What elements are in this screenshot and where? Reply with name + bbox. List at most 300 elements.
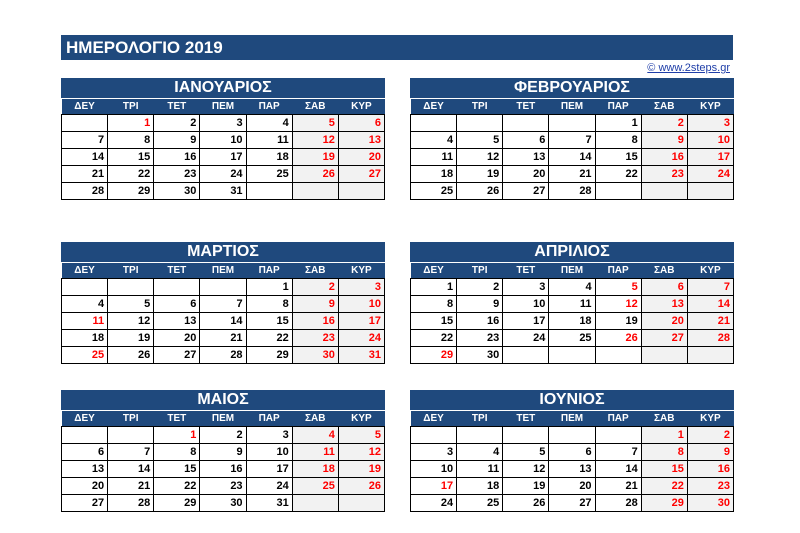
- day-cell: 6: [549, 444, 595, 461]
- day-cell: 14: [549, 149, 595, 166]
- day-cell: 7: [200, 296, 246, 313]
- month-name: ΙΑΝΟΥΑΡΙΟΣ: [61, 78, 385, 98]
- weekday-header: ΣΑΒ: [641, 411, 687, 427]
- day-cell: [549, 115, 595, 132]
- day-cell: 4: [549, 279, 595, 296]
- day-cell: 29: [641, 495, 687, 512]
- day-cell: 16: [292, 313, 338, 330]
- week-row: [62, 279, 385, 296]
- day-cell: 25: [411, 183, 457, 200]
- day-cell: 21: [687, 313, 733, 330]
- day-cell: 14: [108, 461, 154, 478]
- day-cell: 12: [292, 132, 338, 149]
- day-cell: 24: [411, 495, 457, 512]
- day-cell: 16: [154, 149, 200, 166]
- day-cell: 4: [411, 132, 457, 149]
- day-cell: 17: [503, 313, 549, 330]
- day-cell: [687, 183, 733, 200]
- day-cell: 20: [641, 313, 687, 330]
- day-cell: 25: [246, 166, 292, 183]
- day-cell: [457, 427, 503, 444]
- day-cell: 2: [641, 115, 687, 132]
- weekday-header: ΤΡΙ: [457, 263, 503, 279]
- week-row: [411, 347, 734, 364]
- weekday-header: ΚΥΡ: [338, 411, 384, 427]
- day-cell: 11: [457, 461, 503, 478]
- day-cell: 24: [338, 330, 384, 347]
- day-cell: [62, 115, 108, 132]
- day-cell: [338, 183, 384, 200]
- weekday-header: ΠΕΜ: [549, 263, 595, 279]
- day-cell: 3: [246, 427, 292, 444]
- day-cell: 24: [246, 478, 292, 495]
- weekday-header: ΠΑΡ: [595, 411, 641, 427]
- day-cell: 10: [687, 132, 733, 149]
- month-calendar: [61, 78, 385, 200]
- day-cell: 21: [200, 330, 246, 347]
- day-cell: 17: [246, 461, 292, 478]
- day-cell: 16: [200, 461, 246, 478]
- day-cell: 21: [549, 166, 595, 183]
- week-row: [62, 296, 385, 313]
- day-cell: 7: [62, 132, 108, 149]
- weekday-header: ΔΕΥ: [411, 411, 457, 427]
- day-cell: 9: [457, 296, 503, 313]
- day-cell: 8: [641, 444, 687, 461]
- day-cell: 25: [292, 478, 338, 495]
- day-cell: 19: [457, 166, 503, 183]
- day-cell: [154, 279, 200, 296]
- week-row: [62, 166, 385, 183]
- day-cell: 2: [292, 279, 338, 296]
- day-cell: 29: [108, 183, 154, 200]
- day-cell: 18: [292, 461, 338, 478]
- day-cell: 3: [687, 115, 733, 132]
- week-row: [62, 132, 385, 149]
- day-cell: 11: [62, 313, 108, 330]
- day-cell: [411, 115, 457, 132]
- day-cell: 28: [549, 183, 595, 200]
- day-cell: 3: [200, 115, 246, 132]
- week-row: [411, 461, 734, 478]
- day-cell: 27: [62, 495, 108, 512]
- day-cell: [641, 183, 687, 200]
- day-cell: 9: [292, 296, 338, 313]
- day-cell: [338, 495, 384, 512]
- day-cell: 8: [411, 296, 457, 313]
- week-row: [62, 478, 385, 495]
- day-cell: 8: [108, 132, 154, 149]
- weekday-header: ΠΕΜ: [549, 99, 595, 115]
- day-cell: 22: [154, 478, 200, 495]
- day-cell: 3: [411, 444, 457, 461]
- day-cell: [595, 347, 641, 364]
- weekday-header: ΠΕΜ: [200, 99, 246, 115]
- day-cell: 1: [595, 115, 641, 132]
- day-cell: 24: [200, 166, 246, 183]
- day-cell: 13: [338, 132, 384, 149]
- weekday-header: ΤΕΤ: [154, 263, 200, 279]
- day-cell: 22: [108, 166, 154, 183]
- day-cell: 12: [503, 461, 549, 478]
- day-cell: 26: [108, 347, 154, 364]
- day-cell: 15: [246, 313, 292, 330]
- day-cell: 19: [503, 478, 549, 495]
- week-row: [411, 495, 734, 512]
- day-cell: 23: [641, 166, 687, 183]
- day-cell: 14: [687, 296, 733, 313]
- month-name: ΑΠΡΙΛΙΟΣ: [410, 242, 734, 262]
- day-cell: 4: [246, 115, 292, 132]
- day-cell: 8: [595, 132, 641, 149]
- day-cell: 1: [154, 427, 200, 444]
- day-cell: 18: [549, 313, 595, 330]
- day-cell: 4: [62, 296, 108, 313]
- day-cell: 6: [62, 444, 108, 461]
- week-row: [411, 330, 734, 347]
- day-cell: 19: [108, 330, 154, 347]
- day-cell: 26: [595, 330, 641, 347]
- month-table: [410, 98, 734, 200]
- month-table: [61, 410, 385, 512]
- week-row: [411, 313, 734, 330]
- day-cell: 4: [292, 427, 338, 444]
- day-cell: 6: [503, 132, 549, 149]
- weekday-header: ΠΕΜ: [200, 263, 246, 279]
- month-table: [61, 262, 385, 364]
- day-cell: 9: [200, 444, 246, 461]
- day-cell: 1: [411, 279, 457, 296]
- day-cell: 19: [292, 149, 338, 166]
- day-cell: 7: [549, 132, 595, 149]
- weekday-header: ΠΑΡ: [246, 99, 292, 115]
- day-cell: 16: [641, 149, 687, 166]
- day-cell: 9: [641, 132, 687, 149]
- day-cell: 13: [62, 461, 108, 478]
- day-cell: 23: [200, 478, 246, 495]
- weekday-header: ΤΡΙ: [108, 263, 154, 279]
- weekday-header: ΠΑΡ: [595, 263, 641, 279]
- day-cell: 5: [595, 279, 641, 296]
- day-cell: 11: [246, 132, 292, 149]
- weekday-header: ΔΕΥ: [62, 411, 108, 427]
- day-cell: 3: [338, 279, 384, 296]
- day-cell: 17: [687, 149, 733, 166]
- weekday-header: ΚΥΡ: [687, 99, 733, 115]
- day-cell: 28: [687, 330, 733, 347]
- week-row: [411, 115, 734, 132]
- day-cell: 26: [457, 183, 503, 200]
- weekday-header: ΠΑΡ: [246, 411, 292, 427]
- day-cell: 29: [411, 347, 457, 364]
- weekday-header: ΠΕΜ: [200, 411, 246, 427]
- day-cell: 5: [503, 444, 549, 461]
- day-cell: 28: [108, 495, 154, 512]
- day-cell: 15: [641, 461, 687, 478]
- day-cell: 10: [503, 296, 549, 313]
- day-cell: [503, 115, 549, 132]
- day-cell: 7: [687, 279, 733, 296]
- day-cell: [549, 427, 595, 444]
- day-cell: [292, 183, 338, 200]
- month-name: ΜΑΙΟΣ: [61, 390, 385, 410]
- day-cell: [200, 279, 246, 296]
- day-cell: 31: [338, 347, 384, 364]
- day-cell: 1: [246, 279, 292, 296]
- weekday-header: ΔΕΥ: [411, 99, 457, 115]
- day-cell: 16: [687, 461, 733, 478]
- week-row: [411, 478, 734, 495]
- day-cell: 11: [549, 296, 595, 313]
- day-cell: 6: [641, 279, 687, 296]
- day-cell: 5: [108, 296, 154, 313]
- weekday-header: ΤΡΙ: [457, 411, 503, 427]
- day-cell: 21: [62, 166, 108, 183]
- month-calendar: [61, 242, 385, 364]
- day-cell: 29: [154, 495, 200, 512]
- day-cell: 14: [595, 461, 641, 478]
- week-row: [411, 166, 734, 183]
- day-cell: 2: [457, 279, 503, 296]
- day-cell: 12: [595, 296, 641, 313]
- month-calendar: [410, 390, 734, 512]
- day-cell: [108, 279, 154, 296]
- month-calendar: [61, 390, 385, 512]
- day-cell: 22: [641, 478, 687, 495]
- month-name: ΙΟΥΝΙΟΣ: [410, 390, 734, 410]
- day-cell: [595, 427, 641, 444]
- week-row: [411, 183, 734, 200]
- weekday-header: ΠΕΜ: [549, 411, 595, 427]
- day-cell: 30: [457, 347, 503, 364]
- weekday-header: ΣΑΒ: [641, 99, 687, 115]
- day-cell: 24: [503, 330, 549, 347]
- day-cell: 2: [154, 115, 200, 132]
- weekday-header: ΚΥΡ: [687, 411, 733, 427]
- weekday-header: ΚΥΡ: [338, 263, 384, 279]
- day-cell: 20: [62, 478, 108, 495]
- day-cell: 17: [338, 313, 384, 330]
- day-cell: 23: [292, 330, 338, 347]
- day-cell: 27: [503, 183, 549, 200]
- weekday-header: ΤΕΤ: [503, 263, 549, 279]
- weekday-header: ΤΕΤ: [154, 99, 200, 115]
- day-cell: 22: [411, 330, 457, 347]
- day-cell: 2: [687, 427, 733, 444]
- day-cell: 6: [338, 115, 384, 132]
- weekday-header: ΠΑΡ: [246, 263, 292, 279]
- weekday-header: ΣΑΒ: [292, 99, 338, 115]
- week-row: [62, 444, 385, 461]
- day-cell: 14: [200, 313, 246, 330]
- day-cell: 2: [200, 427, 246, 444]
- week-row: [411, 296, 734, 313]
- day-cell: 13: [549, 461, 595, 478]
- day-cell: [641, 347, 687, 364]
- weekday-header: ΔΕΥ: [62, 263, 108, 279]
- week-row: [62, 330, 385, 347]
- page-title: ΗΜΕΡΟΛΟΓΙΟ 2019: [61, 35, 733, 60]
- weekday-header: ΣΑΒ: [292, 411, 338, 427]
- weekday-header: ΤΡΙ: [457, 99, 503, 115]
- weekday-header: ΤΕΤ: [154, 411, 200, 427]
- month-calendar: [410, 78, 734, 200]
- month-table: [410, 262, 734, 364]
- day-cell: 27: [641, 330, 687, 347]
- day-cell: 23: [154, 166, 200, 183]
- day-cell: 17: [200, 149, 246, 166]
- day-cell: 10: [200, 132, 246, 149]
- copyright-link[interactable]: © www.2steps.gr: [647, 62, 730, 74]
- day-cell: [411, 427, 457, 444]
- weekday-header: ΚΥΡ: [687, 263, 733, 279]
- day-cell: 25: [62, 347, 108, 364]
- weekday-header: ΤΡΙ: [108, 411, 154, 427]
- week-row: [411, 444, 734, 461]
- day-cell: 11: [292, 444, 338, 461]
- day-cell: 27: [549, 495, 595, 512]
- day-cell: 7: [108, 444, 154, 461]
- day-cell: 10: [338, 296, 384, 313]
- weekday-header: ΣΑΒ: [292, 263, 338, 279]
- weekday-header: ΠΑΡ: [595, 99, 641, 115]
- day-cell: 20: [503, 166, 549, 183]
- day-cell: 7: [595, 444, 641, 461]
- week-row: [62, 461, 385, 478]
- day-cell: [457, 115, 503, 132]
- day-cell: 15: [108, 149, 154, 166]
- day-cell: 5: [292, 115, 338, 132]
- month-calendar: [410, 242, 734, 364]
- day-cell: 24: [687, 166, 733, 183]
- day-cell: 27: [154, 347, 200, 364]
- week-row: [62, 115, 385, 132]
- weekday-header: ΤΡΙ: [108, 99, 154, 115]
- weekday-header: ΤΕΤ: [503, 411, 549, 427]
- day-cell: [503, 427, 549, 444]
- week-row: [411, 427, 734, 444]
- day-cell: 26: [292, 166, 338, 183]
- day-cell: 26: [338, 478, 384, 495]
- day-cell: 25: [457, 495, 503, 512]
- week-row: [62, 183, 385, 200]
- weekday-header: ΔΕΥ: [62, 99, 108, 115]
- day-cell: 30: [154, 183, 200, 200]
- day-cell: 20: [154, 330, 200, 347]
- day-cell: 16: [457, 313, 503, 330]
- day-cell: 13: [641, 296, 687, 313]
- day-cell: 12: [457, 149, 503, 166]
- day-cell: 23: [687, 478, 733, 495]
- day-cell: 18: [246, 149, 292, 166]
- day-cell: 31: [200, 183, 246, 200]
- week-row: [62, 149, 385, 166]
- day-cell: 14: [62, 149, 108, 166]
- day-cell: 28: [200, 347, 246, 364]
- week-row: [62, 313, 385, 330]
- day-cell: 20: [338, 149, 384, 166]
- day-cell: 23: [457, 330, 503, 347]
- day-cell: 20: [549, 478, 595, 495]
- day-cell: 13: [503, 149, 549, 166]
- day-cell: 8: [246, 296, 292, 313]
- day-cell: 18: [62, 330, 108, 347]
- week-row: [411, 132, 734, 149]
- day-cell: 12: [108, 313, 154, 330]
- day-cell: 28: [595, 495, 641, 512]
- weekday-header: ΤΕΤ: [503, 99, 549, 115]
- day-cell: 25: [549, 330, 595, 347]
- day-cell: 19: [595, 313, 641, 330]
- day-cell: 30: [292, 347, 338, 364]
- month-name: ΜΑΡΤΙΟΣ: [61, 242, 385, 262]
- day-cell: 5: [457, 132, 503, 149]
- day-cell: 13: [154, 313, 200, 330]
- day-cell: [687, 347, 733, 364]
- month-name: ΦΕΒΡΟΥΑΡΙΟΣ: [410, 78, 734, 98]
- day-cell: 3: [503, 279, 549, 296]
- day-cell: 6: [154, 296, 200, 313]
- day-cell: [595, 183, 641, 200]
- week-row: [62, 427, 385, 444]
- day-cell: [62, 427, 108, 444]
- weekday-header: ΚΥΡ: [338, 99, 384, 115]
- day-cell: 22: [595, 166, 641, 183]
- day-cell: 27: [338, 166, 384, 183]
- day-cell: 21: [595, 478, 641, 495]
- day-cell: 18: [457, 478, 503, 495]
- day-cell: 15: [595, 149, 641, 166]
- month-table: [410, 410, 734, 512]
- day-cell: 30: [200, 495, 246, 512]
- day-cell: 10: [411, 461, 457, 478]
- day-cell: 15: [411, 313, 457, 330]
- weekday-header: ΣΑΒ: [641, 263, 687, 279]
- day-cell: 19: [338, 461, 384, 478]
- month-table: [61, 98, 385, 200]
- day-cell: 26: [503, 495, 549, 512]
- day-cell: 29: [246, 347, 292, 364]
- day-cell: 15: [154, 461, 200, 478]
- weekday-header: ΔΕΥ: [411, 263, 457, 279]
- day-cell: 28: [62, 183, 108, 200]
- day-cell: 9: [154, 132, 200, 149]
- day-cell: 9: [687, 444, 733, 461]
- day-cell: [62, 279, 108, 296]
- day-cell: 1: [108, 115, 154, 132]
- day-cell: 10: [246, 444, 292, 461]
- day-cell: 18: [411, 166, 457, 183]
- day-cell: 31: [246, 495, 292, 512]
- day-cell: 17: [411, 478, 457, 495]
- day-cell: 11: [411, 149, 457, 166]
- day-cell: [292, 495, 338, 512]
- week-row: [411, 149, 734, 166]
- week-row: [62, 495, 385, 512]
- day-cell: [503, 347, 549, 364]
- day-cell: 30: [687, 495, 733, 512]
- week-row: [411, 279, 734, 296]
- day-cell: 12: [338, 444, 384, 461]
- day-cell: [246, 183, 292, 200]
- day-cell: 21: [108, 478, 154, 495]
- day-cell: [549, 347, 595, 364]
- day-cell: 4: [457, 444, 503, 461]
- day-cell: 1: [641, 427, 687, 444]
- day-cell: 8: [154, 444, 200, 461]
- day-cell: [108, 427, 154, 444]
- day-cell: 5: [338, 427, 384, 444]
